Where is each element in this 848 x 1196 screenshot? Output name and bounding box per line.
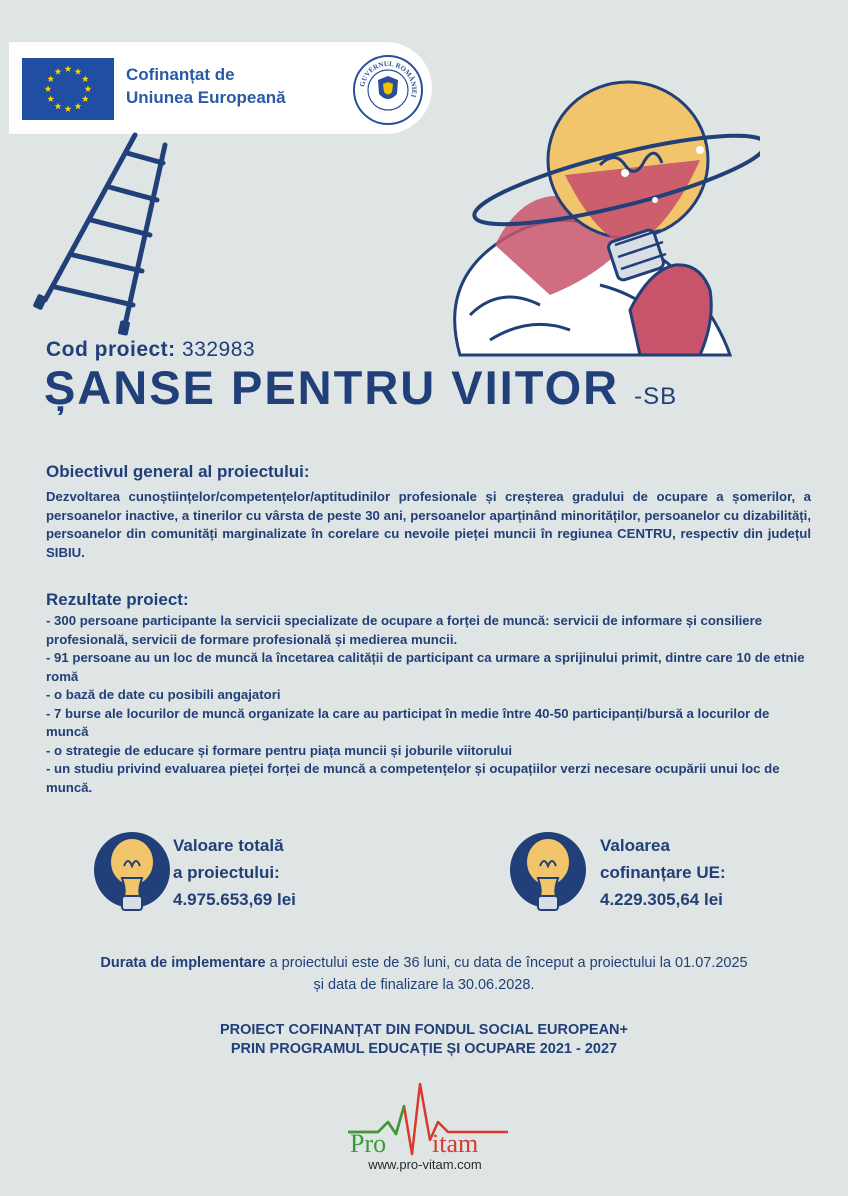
total-value-line1: Valoare totală [173, 836, 284, 855]
total-value-line2: a proiectului: [173, 863, 280, 882]
program-footer [40, 1021, 808, 1059]
eu-value-line2: cofinanțare UE: [600, 863, 726, 882]
pro-vitam-logo [348, 1082, 508, 1162]
project-code-label: Cod proiect: [46, 338, 176, 361]
logo-pro-text: Pro [350, 1129, 387, 1158]
project-code-value: 332983 [182, 338, 256, 361]
project-title-text: ȘANSE PENTRU VIITOR [44, 361, 620, 414]
results-list [46, 612, 811, 797]
lightbulb-icon [92, 826, 170, 918]
logo-vitam-text: itam [432, 1129, 479, 1158]
results-item: - 300 persoane participante la servicii specializate de ocupare a forței de muncă: servicii de informare și consiliere profesională, servicii de formare profesională și medierea muncii. [46, 613, 763, 647]
lightbulb-hand-illustration [400, 55, 760, 360]
eu-cofinance-value-block [600, 832, 726, 913]
seal-text: GUVERNUL ROMÂNIEI [358, 59, 419, 99]
eu-value-line1: Valoarea [600, 836, 670, 855]
total-value-block [173, 832, 296, 913]
project-title-suffix: -SB [634, 383, 678, 410]
duration-text-1: a proiectului este de 36 luni, cu data de început a proiectului la 01.07.2025 [265, 955, 748, 971]
results-item: - 7 burse ale locurilor de muncă organizate la care au participat în medie între 40-50 participanți/bursă a locurilor de muncă [46, 705, 770, 739]
objective-body: Dezvoltarea cunoștiințelor/competențelor/aptitudinilor profesionale și creșterea gradului de ocupare a șomerilor, a persoanelor inactive, a tinerilor cu vârsta de peste 30 ani, persoanelor aparținând minorităților, persoanelor cu dizabilități, persoanelor din comunități marginalizate în corelare cu nevoile pieței muncii în regiunea CENTRU, respectiv din județul SIBIU. [46, 489, 811, 560]
total-value-amount: 4.975.653,69 lei [173, 890, 296, 909]
results-heading: Rezultate proiect: [46, 590, 189, 609]
eu-cofinance-text [126, 63, 286, 109]
duration-text-2: și data de finalizare la 30.06.2028. [313, 977, 535, 993]
website-link[interactable]: www.pro-vitam.com [368, 1157, 482, 1172]
duration-text [40, 952, 808, 996]
duration-label: Durata de implementare [100, 955, 266, 971]
eu-value-amount: 4.229.305,64 lei [600, 890, 723, 909]
lightbulb-icon [508, 826, 586, 918]
project-code [46, 338, 255, 362]
results-item: - 91 persoane au un loc de muncă la încetarea calității de participant ca urmare a sprijinului primit, dintre care 10 de etnie romă [46, 650, 805, 684]
eu-flag-icon [22, 58, 114, 120]
results-item: - o strategie de educare și formare pentru piața muncii și joburile viitorului [46, 742, 513, 758]
results-item: - o bază de date cu posibili angajatori [46, 687, 281, 702]
eu-text-line1: Cofinanțat de [126, 65, 235, 84]
project-title [44, 360, 677, 415]
program-line2: PRIN PROGRAMUL EDUCAȚIE ȘI OCUPARE 2021 - 2027 [230, 1041, 618, 1057]
eu-text-line2: Uniunea Europeană [126, 88, 286, 107]
program-line1: PROIECT COFINANȚAT DIN FONDUL SOCIAL EUROPEAN+ [219, 1022, 629, 1038]
results-item: - un studiu privind evaluarea pieței forței de muncă a competențelor și ocupațiilor verzi necesare ocupării unui loc de muncă. [46, 761, 780, 795]
objective-heading: Obiectivul general al proiectului: [46, 462, 310, 481]
ladder-illustration [15, 125, 185, 340]
